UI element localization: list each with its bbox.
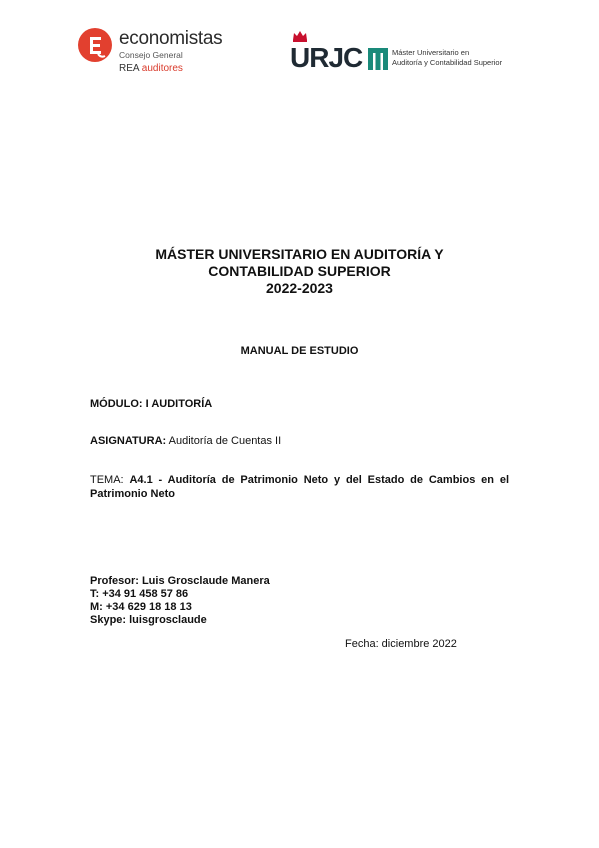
document-title xyxy=(0,246,599,297)
modulo-value: I AUDITORÍA xyxy=(145,398,213,410)
master-logo-icon xyxy=(368,48,388,70)
tema-value: A4.1 - Auditoría de Patrimonio Neto y del Estado de Cambios en el Patrimonio Neto xyxy=(90,474,509,500)
urjc-logo xyxy=(290,30,505,78)
rea-prefix: REA xyxy=(119,63,140,74)
master-line2: Auditoría y Contabilidad Superior xyxy=(392,58,503,67)
urjc-name: URJC xyxy=(290,42,363,73)
movil-line: M: +34 629 18 18 13 xyxy=(90,601,192,613)
modulo-label: MÓDULO: xyxy=(90,398,143,410)
rea-suffix: auditores xyxy=(141,63,183,74)
economistas-logo xyxy=(78,26,238,78)
telefono-line: T: +34 91 458 57 86 xyxy=(90,588,189,600)
fecha-line: Fecha: diciembre 2022 xyxy=(345,638,457,650)
title-line2: CONTABILIDAD SUPERIOR xyxy=(208,263,391,279)
contact-block xyxy=(90,575,270,627)
asignatura-line xyxy=(90,434,281,448)
manual-heading: MANUAL DE ESTUDIO xyxy=(240,345,359,357)
master-logo-text xyxy=(392,48,502,68)
crown-icon xyxy=(292,30,308,42)
profesor-line: Profesor: Luis Grosclaude Manera xyxy=(90,575,270,587)
economistas-subtitle: Consejo General xyxy=(119,50,183,60)
asignatura-value: Auditoría de Cuentas II xyxy=(168,435,282,447)
skype-line: Skype: luisgrosclaude xyxy=(90,614,207,626)
tema-label: TEMA: xyxy=(90,474,124,486)
economistas-rea xyxy=(119,63,183,75)
title-line3: 2022-2023 xyxy=(266,280,333,296)
economistas-name: economistas xyxy=(119,28,223,49)
title-line1: MÁSTER UNIVERSITARIO EN AUDITORÍA Y xyxy=(155,246,444,262)
tema-line xyxy=(90,473,509,501)
master-line1: Máster Universitario en xyxy=(392,48,470,57)
asignatura-label: ASIGNATURA: xyxy=(90,435,167,447)
economistas-logo-mark xyxy=(78,28,112,62)
modulo-line xyxy=(90,397,212,411)
